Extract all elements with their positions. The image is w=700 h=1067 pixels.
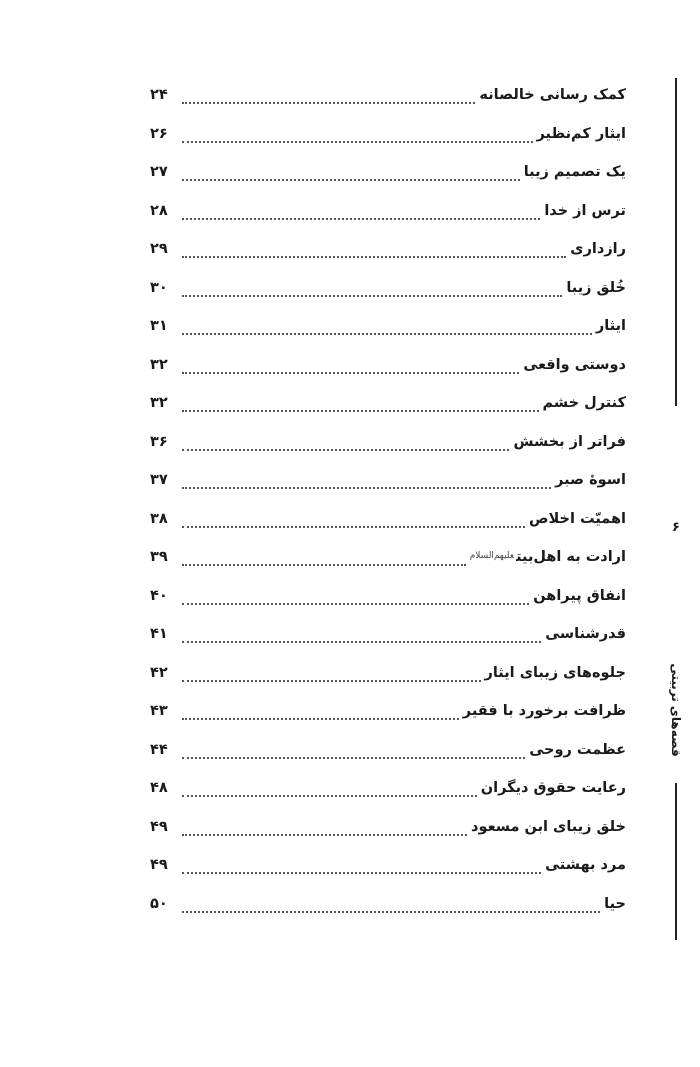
- toc-row: [150, 76, 626, 115]
- toc-title: خُلق زیبا: [566, 279, 626, 296]
- margin-rule-top: [675, 78, 677, 406]
- toc-row: [150, 731, 626, 770]
- toc-leader-dots: [182, 439, 509, 451]
- toc-title: رازداری: [570, 241, 626, 258]
- page-number: ۶: [672, 520, 680, 535]
- toc-row: [150, 423, 626, 462]
- toc-leader-dots: [182, 323, 592, 335]
- honorific-mark: علیهم‌السلام: [469, 551, 515, 562]
- toc-page-number: ۳۸: [150, 510, 168, 527]
- toc-title: قدرشناسی: [545, 626, 626, 643]
- toc-title: فراتر از بخشش: [513, 433, 626, 450]
- toc-row: [150, 346, 626, 385]
- toc-page-number: ۲۷: [150, 164, 168, 181]
- toc-page-number: ۳۷: [150, 472, 168, 489]
- toc-page-number: ۴۰: [150, 587, 168, 604]
- toc-page-number: ۳۰: [150, 279, 168, 296]
- toc-leader-dots: [182, 477, 551, 489]
- toc-title: ایثار: [595, 318, 626, 335]
- toc-row: [150, 461, 626, 500]
- toc-page-number: ۴۹: [150, 857, 168, 874]
- toc-title: [470, 549, 626, 565]
- toc-row: [150, 808, 626, 847]
- toc-title: اسوۀ صبر: [555, 472, 626, 489]
- toc-title: ایثار کم‌نظیر: [536, 125, 626, 142]
- toc-page-number: ۳۹: [150, 549, 168, 566]
- toc-title: حیا: [604, 895, 626, 912]
- toc-page-number: ۴۱: [150, 626, 168, 643]
- toc-row: [150, 500, 626, 539]
- toc-leader-dots: [182, 362, 519, 374]
- toc-title: ظرافت برخورد با فقیر: [462, 703, 626, 720]
- toc-title: اهمیّت اخلاص: [529, 510, 626, 527]
- toc-page-number: ۴۲: [150, 664, 168, 681]
- toc-title: عظمت روحی: [529, 741, 626, 758]
- toc-row: [150, 885, 626, 924]
- toc-title-text: ارادت به اهل‌بیت: [516, 549, 626, 566]
- toc-page-number: ۵۰: [150, 895, 168, 912]
- toc-row: [150, 692, 626, 731]
- toc-title: کنترل خشم: [542, 395, 626, 412]
- toc-leader-dots: [182, 554, 466, 566]
- toc-row: [150, 846, 626, 885]
- toc-page-number: ۴۹: [150, 818, 168, 835]
- toc-row: [150, 230, 626, 269]
- toc-leader-dots: [182, 285, 562, 297]
- toc-title: انفاق پیراهن: [533, 587, 626, 604]
- toc-row: [150, 615, 626, 654]
- toc-row: [150, 115, 626, 154]
- toc-title: خلق زیبای ابن مسعود: [471, 818, 626, 835]
- toc-page-number: ۳۲: [150, 395, 168, 412]
- toc-row: [150, 307, 626, 346]
- toc-leader-dots: [182, 92, 475, 104]
- toc-title: کمک رسانی خالصانه: [479, 87, 626, 104]
- toc-title: مرد بهشتی: [545, 857, 626, 874]
- toc-page-number: ۲۶: [150, 125, 168, 142]
- toc-leader-dots: [182, 901, 600, 913]
- toc-leader-dots: [182, 516, 525, 528]
- toc-title: رعایت حقوق دیگران: [480, 780, 626, 797]
- toc-title: یک تصمیم زیبا: [523, 164, 626, 181]
- toc-page-number: ۴۴: [150, 741, 168, 758]
- toc-row: [150, 192, 626, 231]
- toc-page-number: ۲۴: [150, 87, 168, 104]
- toc-title: جلوه‌های زیبای ایثار: [484, 664, 626, 681]
- margin-rule-bottom: [675, 783, 677, 940]
- toc-page-number: ۳۱: [150, 318, 168, 335]
- toc-leader-dots: [182, 400, 539, 412]
- toc-leader-dots: [182, 862, 541, 874]
- toc-leader-dots: [182, 670, 481, 682]
- toc-row: [150, 153, 626, 192]
- toc-row: [150, 384, 626, 423]
- toc-title: ترس از خدا: [544, 202, 626, 219]
- toc-leader-dots: [182, 593, 529, 605]
- toc-leader-dots: [182, 708, 459, 720]
- toc-leader-dots: [182, 785, 477, 797]
- toc-leader-dots: [182, 169, 520, 181]
- toc-row: [150, 654, 626, 693]
- toc-leader-dots: [182, 824, 467, 836]
- toc-row: [150, 269, 626, 308]
- toc-leader-dots: [182, 131, 533, 143]
- toc-page-number: ۳۶: [150, 433, 168, 450]
- toc-page-number: ۲۹: [150, 241, 168, 258]
- toc-page-number: ۳۲: [150, 356, 168, 373]
- toc-leader-dots: [182, 747, 525, 759]
- toc-row: [150, 538, 626, 577]
- toc-page-number: ۴۸: [150, 780, 168, 797]
- toc-leader-dots: [182, 246, 566, 258]
- toc-leader-dots: [182, 208, 540, 220]
- toc-page-number: ۴۳: [150, 703, 168, 720]
- toc-page-number: ۲۸: [150, 202, 168, 219]
- toc-leader-dots: [182, 631, 541, 643]
- toc-row: [150, 769, 626, 808]
- running-title: قصه‌های تربیتی: [669, 663, 683, 757]
- table-of-contents: [150, 76, 626, 923]
- toc-title: دوستی واقعی: [523, 356, 626, 373]
- toc-row: [150, 577, 626, 616]
